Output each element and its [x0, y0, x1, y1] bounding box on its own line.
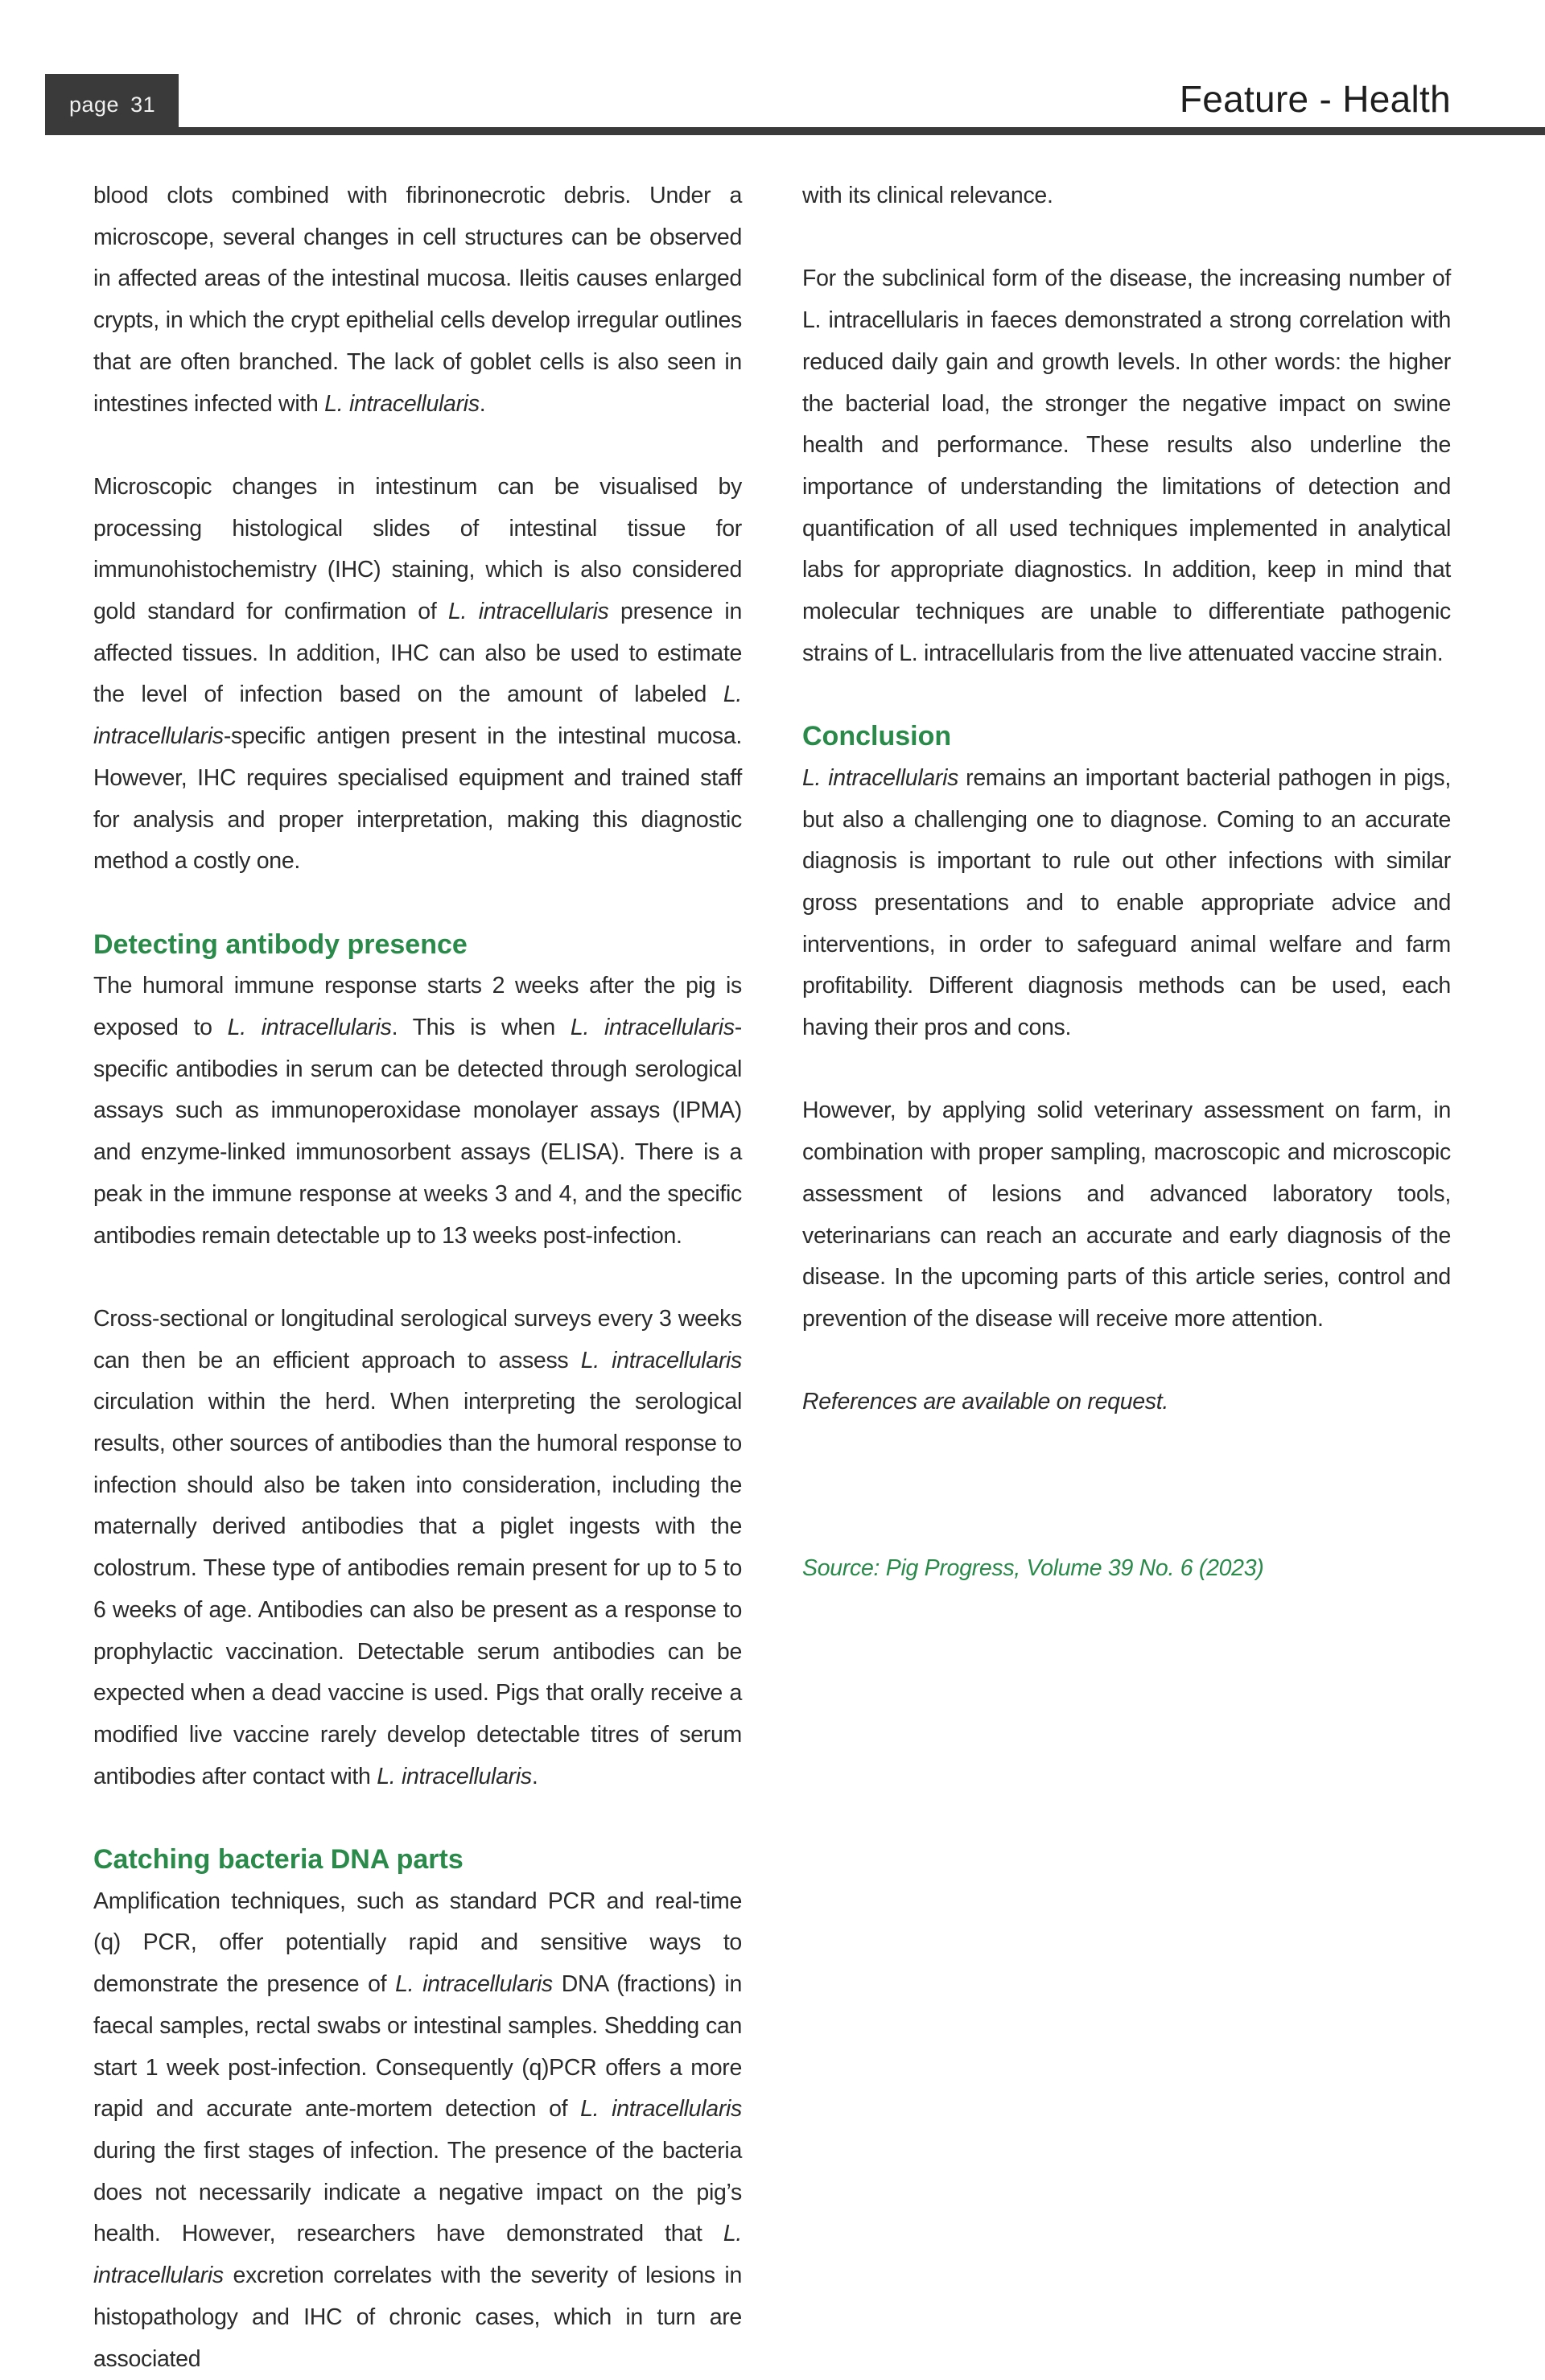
paragraph-serological: Cross-sectional or longitudinal serological surveys every 3 weeks can then be an efficient approach to assess L. intracellularis circulation within the herd. When interpreting the serological results, other sources of antibodies than the humoral response to infection should also be taken into consideration, including the maternally derived antibodies that a piglet ingests with the colostrum. These type of antibodies remain present for up to 5 to 6 weeks of age. Antibodies can also be present as a response to prophylactic vaccination. Detectable serum antibodies can be expected when a dead vaccine is used. Pigs that orally receive a modified live vaccine rarely develop detectable titres of serum antibodies after contact with L. intracellularis. [93, 1305, 742, 1789]
paragraph-humoral: The humoral immune response starts 2 weeks after the pig is exposed to L. intracellularis. This is when L. intracellularis-specific antibodies in serum can be detected through serological assays such as immunoperoxidase monolayer assays (IPMA) and enzyme-linked immunosorbent assays (ELISA). There is a peak in the immune response at weeks 3 and 4, and the specific antibodies remain detectable up to 13 weeks post-infection. [93, 973, 742, 1249]
page-number: 31 [130, 92, 156, 117]
left-column [93, 175, 742, 2380]
page-number-tab [45, 74, 179, 135]
paragraph-ihc: Microscopic changes in intestinum can be visualised by processing histological slides of intestinal tissue for immunohistochemistry (IHC) staining, which is also considered gold standard for confirmation of L. intracellularis presence in affected tissues. In addition, IHC can also be used to estimate the level of infection based on the amount of labeled L. intracellularis-specific antigen present in the intestinal mucosa. However, IHC requires specialised equipment and trained staff for analysis and proper interpretation, making this diagnostic method a costly one. [93, 473, 742, 875]
right-column [802, 175, 1451, 1631]
heading-antibody: Detecting antibody presence [93, 929, 468, 960]
header-rule [45, 127, 1545, 135]
heading-conclusion: Conclusion [802, 721, 952, 752]
page-header [0, 0, 1545, 137]
source-note: Source: Pig Progress, Volume 39 No. 6 (2023) [802, 1555, 1264, 1582]
paragraph-clinical: with its clinical relevance. [802, 183, 1053, 208]
paragraph-subclinical: For the subclinical form of the disease, the increasing number of L. intracellularis in faeces demonstrated a strong correlation with reduced daily gain and growth levels. In other words: the higher the bacterial load, the stronger the negative impact on swine health and performance. These results also underline the importance of understanding the limitations of detection and quantification of all used techniques implemented in analytical labs for appropriate diagnostics. In addition, keep in mind that molecular techniques are unable to differentiate pathogenic strains of L. intracellularis from the live attenuated vaccine strain. [802, 266, 1451, 666]
paragraph-conclusion: L. intracellularis remains an important bacterial pathogen in pigs, but also a challenging one to diagnose. Coming to an accurate diagnosis is important to rule out other infections with similar gross presentations and to enable appropriate advice and interventions, in order to safeguard animal welfare and farm profitability. Different diagnosis methods can be used, each having their pros and cons. [802, 764, 1451, 1041]
paragraph-assessment: However, by applying solid veterinary assessment on farm, in combination with proper sampling, macroscopic and microscopic assessment of lesions and advanced laboratory tools, veterinarians can reach an accurate and early diagnosis of the disease. In the upcoming parts of this article series, control and prevention of the disease will receive more attention. [802, 1097, 1451, 1332]
paragraph-microscope: blood clots combined with fibrinonecrotic debris. Under a microscope, several changes in cell structures can be observed in affected areas of the intestinal mucosa. Ileitis causes enlarged crypts, in which the crypt epithelial cells develop irregular outlines that are often branched. The lack of goblet cells is also seen in intestines infected with L. intracellularis. [93, 183, 742, 417]
heading-dna: Catching bacteria DNA parts [93, 1844, 464, 1876]
references-note: References are available on request. [802, 1389, 1168, 1415]
page-label: page [69, 92, 120, 117]
section-title: Feature - Health [1179, 78, 1451, 120]
paragraph-pcr: Amplification techniques, such as standard PCR and real-time (q) PCR, offer potentially rapid and sensitive ways to demonstrate the presence of L. intracellularis DNA (fractions) in faecal samples, rectal swabs or intestinal samples. Shedding can start 1 week post-infection. Consequently (q)PCR offers a more rapid and accurate ante-mortem detection of L. intracellularis during the first stages of infection. The presence of the bacteria does not necessarily indicate a negative impact on the pig’s health. However, researchers have demonstrated that L. intracellularis excretion correlates with the severity of lesions in histopathology and IHC of chronic cases, which in turn are associated [93, 1888, 742, 2372]
